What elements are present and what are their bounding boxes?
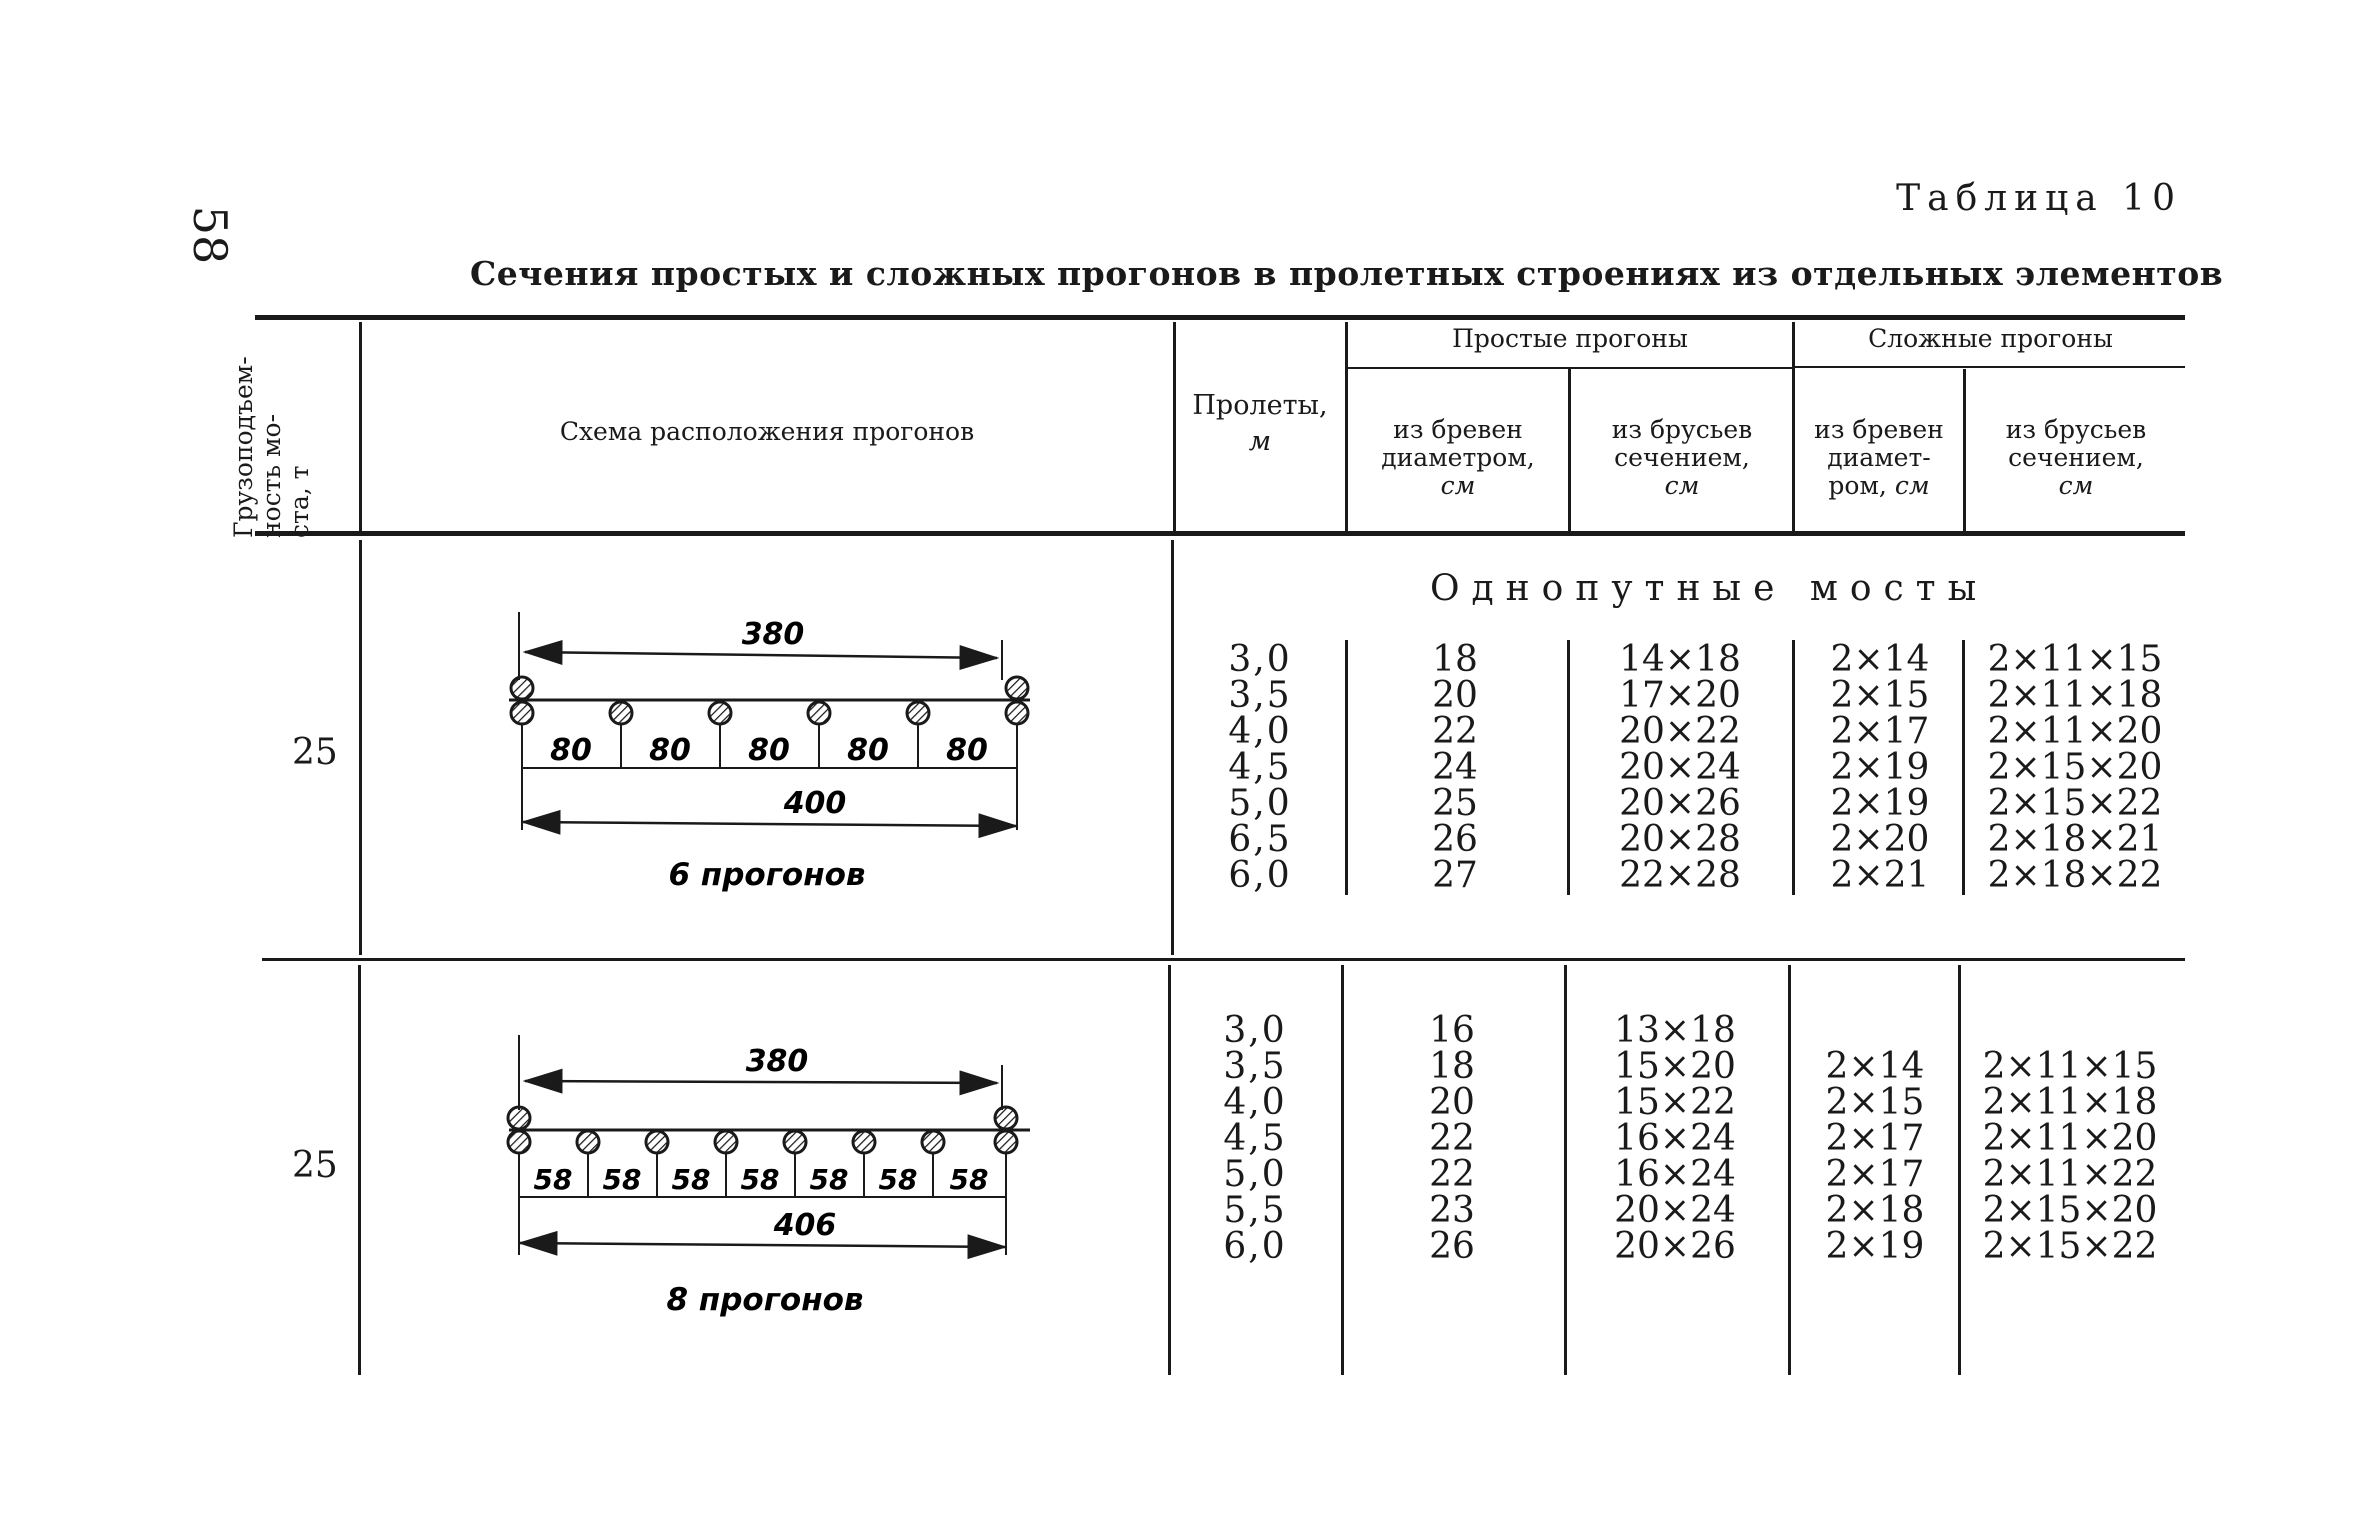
- dimension-label: 380: [745, 1044, 809, 1079]
- table-label: Таблица 10: [1896, 178, 2182, 219]
- cell: 2×14: [1825, 1046, 1925, 1087]
- cell: 26: [1432, 819, 1478, 860]
- cell: 20×22: [1619, 711, 1741, 752]
- cell: 22: [1429, 1154, 1475, 1195]
- scheme-diagram-6-stringers: [495, 600, 1055, 900]
- cell: 2×20: [1830, 819, 1930, 860]
- dimension-label: 400: [783, 786, 847, 821]
- simple-logs-column: [1400, 639, 1510, 896]
- cell: 2×11×15: [1987, 639, 2163, 680]
- complex-beams-column: [1970, 1013, 2170, 1265]
- cell: 2×19: [1830, 747, 1930, 788]
- scheme-caption: 6 прогонов: [668, 857, 866, 893]
- cell: 20×26: [1614, 1226, 1736, 1267]
- cell: 22: [1432, 711, 1478, 752]
- body-vline: [1788, 965, 1791, 1375]
- cell: 2×11×20: [1987, 711, 2163, 752]
- row-divider: [262, 958, 2185, 961]
- cell: 6,0: [1228, 855, 1292, 896]
- segment-label: 58: [671, 1163, 711, 1196]
- body-vline: [1792, 640, 1795, 895]
- stringer-symbol: [709, 702, 731, 724]
- cell: 2×19: [1825, 1226, 1925, 1267]
- cell: 2×19: [1830, 783, 1930, 824]
- cell: 22×28: [1619, 855, 1741, 896]
- header-capacity: Грузоподъем- ность мо- ста, т: [229, 356, 314, 538]
- cell: 4,5: [1228, 747, 1292, 788]
- complex-beams-column: [1975, 639, 2175, 896]
- cell: 2×18×22: [1987, 855, 2163, 896]
- cell: 16×24: [1614, 1154, 1736, 1195]
- cell: 20×26: [1619, 783, 1741, 824]
- dimension-label: 380: [741, 617, 805, 652]
- stringer-symbol: [922, 1131, 944, 1153]
- stringer-symbol: [995, 1131, 1017, 1153]
- header-top-rule: [255, 315, 2185, 320]
- header-vline: [1792, 322, 1795, 532]
- cell: 2×18×21: [1987, 819, 2163, 860]
- cell: 2×17: [1825, 1154, 1925, 1195]
- stringer-symbol: [646, 1131, 668, 1153]
- segment-label: 80: [550, 733, 592, 768]
- simple-beams-column: [1585, 1010, 1765, 1267]
- body-vline: [1564, 965, 1567, 1375]
- segment-label: 58: [602, 1163, 642, 1196]
- cell: 4,5: [1223, 1118, 1287, 1159]
- cell: 2×14: [1830, 639, 1930, 680]
- cell: 2×11×15: [1982, 1046, 2158, 1087]
- body-vline: [1168, 965, 1171, 1375]
- cell: 4,0: [1223, 1082, 1287, 1123]
- cell: 25: [1432, 783, 1478, 824]
- simple-beams-column: [1590, 639, 1770, 896]
- dimension-arrow: [523, 822, 1016, 826]
- stringer-symbol: [853, 1131, 875, 1153]
- header-bottom-rule: [255, 531, 2185, 536]
- stringer-symbol: [508, 1107, 530, 1129]
- cell: [1970, 1013, 2170, 1049]
- cell: 20: [1429, 1082, 1475, 1123]
- body-vline: [1345, 640, 1348, 895]
- stringer-symbol: [995, 1107, 1017, 1129]
- section-title: Однопутные мосты: [1430, 568, 1989, 609]
- cell: 2×11×18: [1987, 675, 2163, 716]
- cell: 2×11×18: [1982, 1082, 2158, 1123]
- cell: 2×15: [1825, 1082, 1925, 1123]
- cell: 2×11×22: [1982, 1154, 2158, 1195]
- header-vline: [1568, 369, 1571, 532]
- header-scheme: Схема расположения прогонов: [559, 417, 975, 446]
- cell: 14×18: [1619, 639, 1741, 680]
- body-vline: [1958, 965, 1961, 1375]
- cell: 3,0: [1223, 1010, 1287, 1051]
- body-vline: [1962, 640, 1965, 895]
- row-capacity: 25: [292, 732, 338, 773]
- complex-logs-column: [1800, 1013, 1950, 1265]
- cell: 2×15: [1830, 675, 1930, 716]
- header-vline: [1345, 322, 1348, 532]
- dimension-arrow: [525, 652, 997, 658]
- header-complex-beams: из брусьев сечением, см: [2005, 415, 2147, 500]
- group-rule-complex: [1794, 366, 2185, 368]
- cell: 2×17: [1830, 711, 1930, 752]
- cell: 16: [1429, 1010, 1475, 1051]
- stringer-symbol: [1006, 702, 1028, 724]
- cell: 20×24: [1619, 747, 1741, 788]
- cell: 17×20: [1619, 675, 1741, 716]
- dimension-arrow: [525, 1081, 997, 1083]
- page-number: 58: [183, 205, 237, 265]
- segment-label: 58: [809, 1163, 849, 1196]
- body-vline: [358, 965, 361, 1375]
- cell: 15×20: [1614, 1046, 1736, 1087]
- stringer-symbol: [907, 702, 929, 724]
- cell: 2×17: [1825, 1118, 1925, 1159]
- segment-label: 80: [946, 733, 988, 768]
- dimension-label: 406: [773, 1208, 837, 1243]
- segment-label: 80: [649, 733, 691, 768]
- stringer-symbol: [1006, 677, 1028, 699]
- spans-column: [1205, 639, 1315, 896]
- cell: 2×15×20: [1982, 1190, 2158, 1231]
- cell: 23: [1429, 1190, 1475, 1231]
- header-simple-beams: из брусьев сечением, см: [1611, 415, 1753, 500]
- cell: 4,0: [1228, 711, 1292, 752]
- complex-logs-column: [1805, 639, 1955, 896]
- segment-label: 58: [740, 1163, 780, 1196]
- cell: 2×15×22: [1987, 783, 2163, 824]
- cell: [1800, 1013, 1950, 1049]
- scheme-diagram-8-stringers: [495, 1025, 1055, 1325]
- segment-label: 58: [949, 1163, 989, 1196]
- cell: 20: [1432, 675, 1478, 716]
- body-vline: [359, 540, 362, 955]
- stringer-symbol: [508, 1131, 530, 1153]
- group-rule-simple: [1348, 367, 1794, 369]
- stringer-symbol: [715, 1131, 737, 1153]
- cell: 20×28: [1619, 819, 1741, 860]
- spans-column: [1200, 1010, 1310, 1267]
- cell: 24: [1432, 747, 1478, 788]
- header-complex-logs: из бревен диамет- ром, см: [1814, 415, 1944, 500]
- cell: 3,5: [1223, 1046, 1287, 1087]
- stringer-symbol: [610, 702, 632, 724]
- stringer-symbol: [577, 1131, 599, 1153]
- cell: 15×22: [1614, 1082, 1736, 1123]
- body-vline: [1171, 540, 1174, 955]
- cell: 2×11×20: [1982, 1118, 2158, 1159]
- simple-logs-column: [1397, 1010, 1507, 1267]
- body-vline: [1341, 965, 1344, 1375]
- cell: 2×15×20: [1987, 747, 2163, 788]
- stringer-symbol: [784, 1131, 806, 1153]
- cell: 3,5: [1228, 675, 1292, 716]
- dimension-arrow: [520, 1243, 1005, 1247]
- stringer-symbol: [511, 677, 533, 699]
- segment-label: 80: [748, 733, 790, 768]
- cell: 2×15×22: [1982, 1226, 2158, 1267]
- cell: 3,0: [1228, 639, 1292, 680]
- header-complex-group: Сложные прогоны: [1868, 324, 2113, 353]
- segment-label: 58: [878, 1163, 918, 1196]
- scheme-caption: 8 прогонов: [666, 1282, 864, 1318]
- cell: 16×24: [1614, 1118, 1736, 1159]
- table-title: Сечения простых и сложных прогонов в пролетных строениях из отдельных элементов: [470, 254, 2224, 293]
- cell: 5,0: [1223, 1154, 1287, 1195]
- segment-label: 80: [847, 733, 889, 768]
- cell: 22: [1429, 1118, 1475, 1159]
- cell: 6,0: [1223, 1226, 1287, 1267]
- cell: 26: [1429, 1226, 1475, 1267]
- cell: 5,0: [1228, 783, 1292, 824]
- cell: 2×18: [1825, 1190, 1925, 1231]
- cell: 18: [1429, 1046, 1475, 1087]
- cell: 5,5: [1223, 1190, 1287, 1231]
- cell: 13×18: [1614, 1010, 1736, 1051]
- cell: 27: [1432, 855, 1478, 896]
- stringer-symbol: [511, 702, 533, 724]
- header-simple-group: Простые прогоны: [1452, 324, 1688, 353]
- row-capacity: 25: [292, 1145, 338, 1186]
- cell: 18: [1432, 639, 1478, 680]
- header-vline: [1963, 369, 1966, 532]
- header-simple-logs: из бревен диаметром, см: [1381, 415, 1535, 500]
- cell: 6,5: [1228, 819, 1292, 860]
- body-vline: [1567, 640, 1570, 895]
- cell: 20×24: [1614, 1190, 1736, 1231]
- header-spans: Пролеты, м: [1192, 390, 1328, 457]
- cell: 2×21: [1830, 855, 1930, 896]
- stringer-symbol: [808, 702, 830, 724]
- segment-label: 58: [533, 1163, 573, 1196]
